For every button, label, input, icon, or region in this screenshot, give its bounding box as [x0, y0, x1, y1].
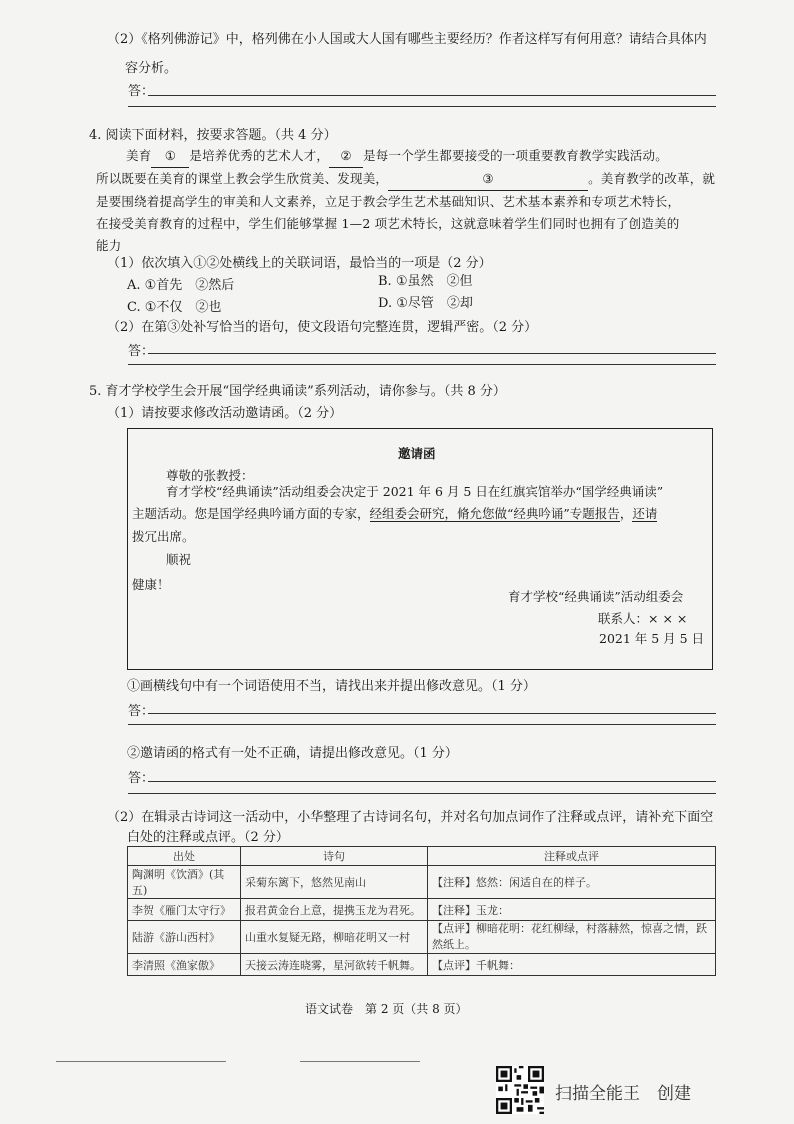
q4-option-d[interactable]: D. ①尽管 ②却 [378, 296, 473, 311]
table-cell: 陶渊明《饮酒》(其五) [128, 866, 241, 899]
table-cell: 天接云涛连晓雾，星河欲转千帆舞。 [241, 954, 428, 976]
q5-task2: ②邀请函的格式有一处不正确，请提出修改意见。（1 分） [127, 746, 458, 761]
q4-passage [96, 145, 721, 257]
invitation-signer: 育才学校“经典诵读”活动组委会 [508, 589, 684, 604]
underlined-sentence[interactable]: 经组委会研究，脩允您做“经典吟诵”专题报告 [369, 506, 620, 521]
table-cell: 【注释】悠然：闲适自在的样子。 [428, 866, 716, 899]
table-cell: 报君黄金台上意，提携玉龙为君死。 [241, 899, 428, 921]
q5-heading: 5. 育才学校学生会开展“国学经典诵读”系列活动，请你参与。（共 8 分） [89, 384, 506, 399]
divider [300, 1061, 420, 1062]
table-cell: 采菊东篱下，悠然见南山 [241, 866, 428, 899]
q3-2-answer-label: 答： [128, 84, 155, 99]
table-cell: 陆游《游山西村》 [128, 921, 241, 954]
q4-passage-line-2: 所以既要在美育的课堂上教会学生欣赏美、发现美， ③ 。美育教学的改革，就 [96, 168, 721, 191]
divider [56, 1061, 226, 1062]
qr-code-icon [496, 1066, 544, 1114]
q4-blank-3[interactable]: ③ [388, 168, 588, 191]
invitation-title: 邀请函 [398, 446, 436, 461]
q5-task1-answer-label: 答： [128, 704, 155, 719]
table-cell-answer[interactable]: 【点评】千帆舞： [428, 954, 716, 976]
q3-2-line2: 容分析。 [125, 61, 178, 76]
q4-sub2: （2）在第③处补写恰当的语句，使文段语句完整连贯，逻辑严密。（2 分） [107, 320, 538, 335]
invitation-body-3: 拨冗出席。 [132, 529, 195, 544]
table-cell: 山重水复疑无路，柳暗花明又一村 [241, 921, 428, 954]
q4-passage-line-1: 美育 ① 是培养优秀的艺术人才， ② 是每一个学生都要接受的一项重要教育教学实践活动。 [96, 145, 721, 168]
q4-passage-line-5: 能力 [96, 238, 122, 253]
q3-2-line1: （2）《格列佛游记》中，格列佛在小人国或大人国有哪些主要经历？作者这样写有何用意？请结合具体内 [107, 32, 707, 47]
underlined-sentence-end[interactable]: 还请 [632, 506, 658, 521]
table-header: 诗句 [241, 847, 428, 866]
q4-option-c[interactable]: C. ①不仅 ②也 [127, 300, 222, 315]
invitation-wish: 健康！ [132, 577, 170, 592]
q5-sub2-line1: （2）在辑录古诗词这一活动中，小华整理了古诗词名句，并对名句加点词作了注释或点评，请补充下面空 [107, 810, 714, 825]
q4-option-a[interactable]: A. ①首先 ②然后 [127, 278, 235, 293]
table-row [128, 866, 716, 899]
table-cell: 李贺《雁门太守行》 [128, 899, 241, 921]
q4-blank-1[interactable]: ① [151, 145, 189, 168]
invitation-body-2: 主题活动。您是国学经典吟诵方面的专家，经组委会研究，脩允您做“经典吟诵”专题报告，还请 [132, 506, 658, 521]
q5-sub2-line2: 白处的注释或点评。（2 分） [127, 830, 289, 845]
q5-sub1: （1）请按要求修改活动邀请函。（2 分） [107, 406, 343, 421]
q3-2-answer-line-1[interactable] [148, 95, 716, 96]
page-number: 语文试卷 第 2 页（共 8 页） [305, 1002, 468, 1016]
invitation-body-1: 育才学校“经典诵读”活动组委会决定于 2021 年 6 月 5 日在红旗宾馆举办“国学经典诵读” [166, 484, 664, 499]
invitation-contact: 联系人：× × × [598, 611, 688, 626]
table-cell: 【点评】柳暗花明：花红柳绿，村落赫然，惊喜之情，跃然纸上。 [428, 921, 716, 954]
table-row [128, 921, 716, 954]
q5-task2-answer-label: 答： [128, 771, 155, 786]
invitation-letter [127, 428, 713, 670]
q4-passage-line-3: 是要围绕着提高学生的审美和人文素养，立足于教会学生艺术基础知识、艺术基本素养和专项艺术特长， [96, 194, 681, 209]
table-row [128, 899, 716, 921]
q4-blank-2[interactable]: ② [329, 145, 363, 168]
q4-heading: 4. 阅读下面材料，按要求答题。（共 4 分） [89, 128, 337, 143]
table-row [128, 954, 716, 976]
invitation-date: 2021 年 5 月 5 日 [599, 631, 705, 646]
poem-table [127, 846, 716, 976]
q4-answer-line-2[interactable] [128, 364, 716, 365]
q4-passage-line-4: 在接受美育教育的过程中，学生们能够掌握 1—2 项艺术特长，这就意味着学生们同时也拥有了创造美的 [96, 216, 680, 231]
q5-task2-answer-line-1[interactable] [148, 781, 716, 782]
q4-sub1: （1）依次填入①②处横线上的关联词语，最恰当的一项是（2 分） [107, 256, 492, 271]
q3-2-answer-line-2[interactable] [128, 106, 716, 107]
q5-task1: ①画横线句中有一个词语使用不当，请找出来并提出修改意见。（1 分） [127, 679, 536, 694]
invitation-greeting: 尊敬的张教授： [166, 468, 254, 483]
q4-answer-line-1[interactable] [148, 353, 716, 354]
q5-task1-answer-line-1[interactable] [148, 713, 716, 714]
table-header: 注释或点评 [428, 847, 716, 866]
table-header-row [128, 847, 716, 866]
q5-task2-answer-line-2[interactable] [128, 793, 716, 794]
invitation-closing: 顺祝 [166, 552, 192, 567]
q5-task1-answer-line-2[interactable] [128, 724, 716, 725]
q4-answer-label: 答： [128, 344, 155, 359]
table-cell-answer[interactable]: 【注释】玉龙： [428, 899, 716, 921]
scanner-brand: 扫描全能王 创建 [555, 1084, 691, 1104]
table-cell: 李清照《渔家傲》 [128, 954, 241, 976]
q4-option-b[interactable]: B. ①虽然 ②但 [378, 274, 473, 289]
table-header: 出处 [128, 847, 241, 866]
